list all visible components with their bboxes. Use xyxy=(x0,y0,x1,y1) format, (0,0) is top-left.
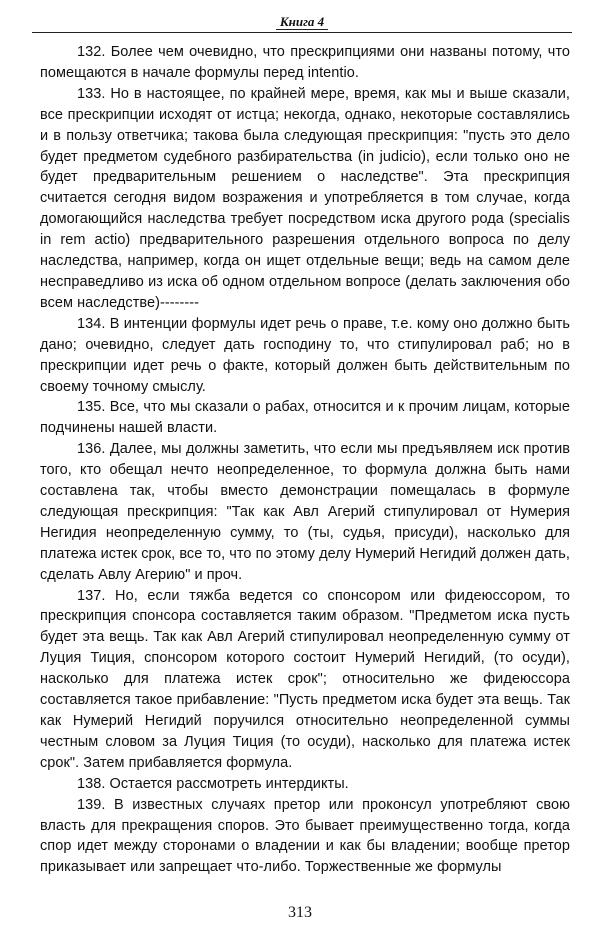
paragraph-135: 135. Все, что мы сказали о рабах, относится и к прочим лицам, которые подчинены нашей власти. xyxy=(40,399,570,437)
header-rule xyxy=(32,32,572,33)
paragraph-133: 133. Но в настоящее, по крайней мере, время, как мы и выше сказали, все прескрипции исходят от истца; некогда, однако, некоторые составлялись и в пользу ответчика; такова была следующая прескрипция: "пусть это дело будет предметом судебного разбирательства (in judicio), если только оно не будет предварительным решением о наследстве". Эта прескрипция считается сегодня видом возражения и употребляется в том случае, когда домогающийся наследства требует посредством иска другого рода (specialis in rem actio) предварительного разрешения отдельного вопроса по делу наследства, например, когда он ищет отдельные вещи; ведь на самом деле несправедливо из иска об одном отдельном вопросе (делать заключения обо всем наследстве)-------- xyxy=(40,85,570,311)
paragraph-132: 132. Более чем очевидно, что прескрипциями они названы потому, что помещаются в начале формулы перед intentio. xyxy=(40,44,570,81)
body-text xyxy=(40,42,570,878)
running-head xyxy=(32,12,572,34)
paragraph-134: 134. В интенции формулы идет речь о праве, т.е. кому оно должно быть дано; очевидно, следует дать господину то, что стипулировал раб; но в прескрипции идет речь о факте, который должен быть действительным по своему точному смыслу. xyxy=(40,315,570,395)
page-number: 313 xyxy=(288,904,312,921)
paragraph-136: 136. Далее, мы должны заметить, что если мы предъявляем иск против того, кто обещал нечто неопределенное, то формула должна быть нами составлена так, чтобы вместо демонстрации помещалась в формуле следующая прескрипция: "Так как Авл Агерий стипулировал от Нумерия Негидия неопределенную сумму, то (ты, судья, присуди), насколько для платежа истек срок, все то, что по этому делу Нумерий Негидий должен дать, сделать Авлу Агерию" и проч. xyxy=(40,441,570,583)
paragraph-137: 137. Но, если тяжба ведется со спонсором или фидеюссором, то прескрипция спонсора составляется таким образом. "Предметом иска пусть будет эта вещь. Так как Авл Агерий стипулировал неопределенную сумму от Луция Тиция, спонсором которого состоит Нумерий Негидий, (то осуди), насколько для платежа истек срок"; относительно же фидеюссора составляется такое прибавление: "Пусть предметом иска будет эта вещь. Так как Нумерий Негидий поручился относительно неопределенной суммы честным словом за Луция Тиция (то осуди), насколько для платежа истек срок". Затем прибавляется формула. xyxy=(40,587,570,771)
paragraph-139: 139. В известных случаях претор или проконсул употребляют свою власть для прекращения споров. Это бывает преимущественно тогда, когда спор идет между сторонами о владении и как бы владении; вообще претор приказывает или запрещает что-либо. Торжественные же формулы xyxy=(40,796,570,876)
running-title: Книга 4 xyxy=(276,14,328,30)
paragraph-138: 138. Остается рассмотреть интердикты. xyxy=(77,775,349,792)
